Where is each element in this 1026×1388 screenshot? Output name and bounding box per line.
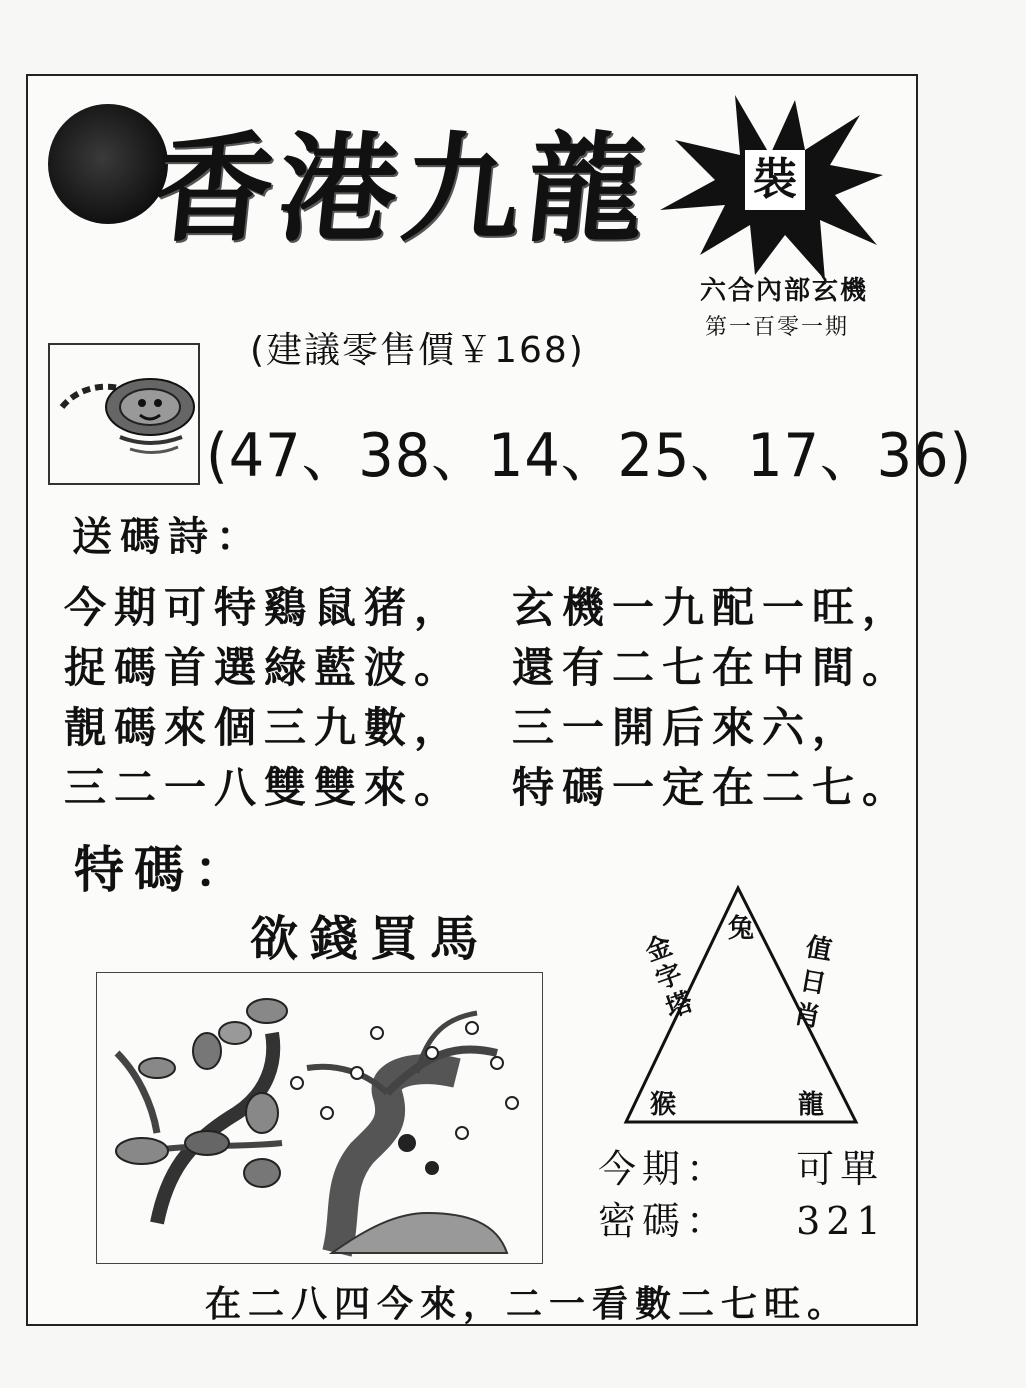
period-label: 今期： xyxy=(598,1147,731,1191)
poem-line: 捉碼首選綠藍波。 xyxy=(64,643,465,692)
triangle-top-label: 兔 xyxy=(728,914,755,944)
badge-label: 裝 xyxy=(745,150,805,210)
triangle-bottom-right-label: 龍 xyxy=(798,1090,825,1120)
retail-price: (建議零售價￥168) xyxy=(250,330,585,371)
poem-line: 特碼一定在二七。 xyxy=(512,763,913,812)
subtitle-line-2: 第一百零一期 xyxy=(705,315,850,340)
poem-heading: 送碼詩： xyxy=(72,513,264,560)
riddle-text: 欲錢買馬 xyxy=(250,911,491,967)
code-label: 密碼： xyxy=(598,1199,731,1243)
poem-line: 玄機一九配一旺， xyxy=(512,583,913,632)
bonsai-illustration-icon xyxy=(97,973,542,1263)
triangle-left-label: 金字塔 xyxy=(641,930,697,1025)
tiger-picture-frame xyxy=(48,343,200,485)
poem-line: 今期可特鷄鼠猪， xyxy=(64,583,465,632)
poem-line: 三一開后來六， xyxy=(512,703,863,752)
poem-right-column xyxy=(512,578,913,818)
zodiac-triangle xyxy=(620,880,870,1130)
poem-line: 還有二七在中間。 xyxy=(512,643,913,692)
triangle-bottom-left-label: 猴 xyxy=(650,1090,677,1120)
plant-picture-frame xyxy=(96,972,543,1264)
period-row xyxy=(598,1138,884,1193)
triangle-right-label: 值日肖 xyxy=(791,932,835,1034)
period-value: 可單 xyxy=(796,1147,885,1191)
main-title: 香港九龍 xyxy=(147,120,659,258)
footer-verse: 在二八四今來，二一看數二七旺。 xyxy=(205,1283,851,1325)
special-code-heading: 特碼： xyxy=(74,840,254,899)
poem-line: 靚碼來個三九數， xyxy=(64,703,465,752)
moon-graphic xyxy=(48,104,168,224)
code-row xyxy=(598,1190,887,1245)
tiger-icon xyxy=(50,345,198,483)
poem-line: 三二一八雙雙來。 xyxy=(64,763,465,812)
code-value: 321 xyxy=(796,1199,887,1243)
poem-left-column xyxy=(64,578,465,818)
subtitle-line-1: 六合內部玄機 xyxy=(700,276,869,306)
lottery-numbers: (47、38、14、25、17、36) xyxy=(206,421,973,491)
